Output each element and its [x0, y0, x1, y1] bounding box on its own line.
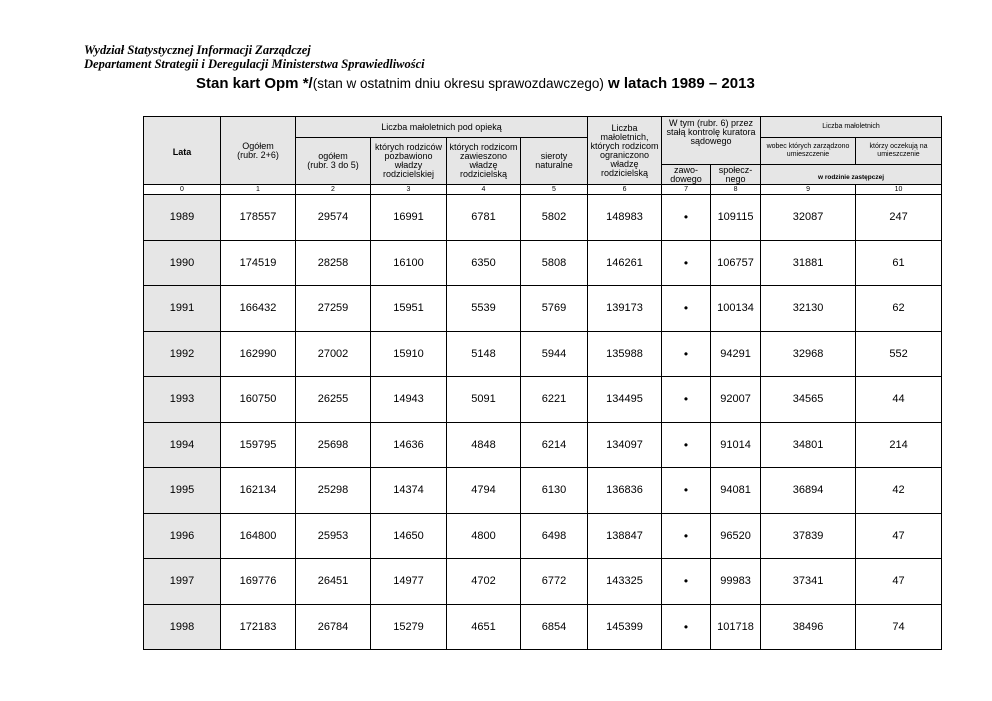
value-cell: 160750 — [221, 377, 296, 423]
value-cell: 6498 — [521, 513, 588, 559]
value-cell: 14977 — [371, 559, 447, 605]
header-oczekuja: którzy oczekują na umieszczenie — [856, 138, 942, 165]
table-row — [144, 240, 942, 286]
value-cell: 37341 — [761, 559, 856, 605]
year-cell: 1997 — [144, 559, 221, 605]
value-cell: 99983 — [711, 559, 761, 605]
value-cell: 15279 — [371, 604, 447, 650]
title-years: w latach 1989 – 2013 — [603, 75, 755, 92]
value-cell: 15951 — [371, 286, 447, 332]
title-normal: (stan w ostatnim dniu okresu sprawozdawczego) — [312, 76, 604, 91]
value-cell: 6130 — [521, 468, 588, 514]
value-cell: 6214 — [521, 422, 588, 468]
value-cell: 139173 — [588, 286, 662, 332]
value-cell: 25953 — [296, 513, 371, 559]
value-cell: 162134 — [221, 468, 296, 514]
table-row — [144, 604, 942, 650]
index-cell: 8 — [711, 185, 761, 195]
value-cell: 74 — [856, 604, 942, 650]
value-cell: 96520 — [711, 513, 761, 559]
year-cell: 1989 — [144, 195, 221, 241]
table-row — [144, 286, 942, 332]
value-cell: 14943 — [371, 377, 447, 423]
value-cell: 5539 — [447, 286, 521, 332]
value-cell: 61 — [856, 240, 942, 286]
value-cell: 5808 — [521, 240, 588, 286]
value-cell: 14636 — [371, 422, 447, 468]
year-cell: 1993 — [144, 377, 221, 423]
value-cell: 34565 — [761, 377, 856, 423]
value-cell: 109115 — [711, 195, 761, 241]
value-cell: 29574 — [296, 195, 371, 241]
value-cell: 159795 — [221, 422, 296, 468]
department-line-2: Departament Strategii i Deregulacji Ministerstwa Sprawiedliwości — [84, 57, 425, 71]
value-cell: • — [662, 513, 711, 559]
value-cell: 5802 — [521, 195, 588, 241]
value-cell: 31881 — [761, 240, 856, 286]
table-row — [144, 559, 942, 605]
value-cell: 25698 — [296, 422, 371, 468]
value-cell: 4848 — [447, 422, 521, 468]
value-cell: 16991 — [371, 195, 447, 241]
value-cell: 47 — [856, 559, 942, 605]
value-cell: 172183 — [221, 604, 296, 650]
value-cell: 134097 — [588, 422, 662, 468]
table-row — [144, 377, 942, 423]
value-cell: 37839 — [761, 513, 856, 559]
header-w-tym: W tym (rubr. 6) przez stałą kontrolę kuratora sądowego — [662, 117, 761, 165]
index-cell: 0 — [144, 185, 221, 195]
value-cell: 6781 — [447, 195, 521, 241]
value-cell: 143325 — [588, 559, 662, 605]
year-cell: 1991 — [144, 286, 221, 332]
value-cell: 94081 — [711, 468, 761, 514]
header-ogolem: Ogółem (rubr. 2+6) — [221, 117, 296, 185]
year-cell: 1992 — [144, 331, 221, 377]
value-cell: 25298 — [296, 468, 371, 514]
index-cell: 4 — [447, 185, 521, 195]
value-cell: 164800 — [221, 513, 296, 559]
value-cell: 36894 — [761, 468, 856, 514]
value-cell: 14650 — [371, 513, 447, 559]
header-zawodowego: zawo-dowego — [662, 165, 711, 185]
year-cell: 1996 — [144, 513, 221, 559]
index-cell: 7 — [662, 185, 711, 195]
header-pozbawiono: których rodziców pozbawiono władzy rodzicielskiej — [371, 138, 447, 185]
value-cell: 92007 — [711, 377, 761, 423]
value-cell: 6854 — [521, 604, 588, 650]
value-cell: 47 — [856, 513, 942, 559]
table-row — [144, 195, 942, 241]
table-row — [144, 331, 942, 377]
header-rodzinie: w rodzinie zastępczej — [761, 165, 942, 185]
value-cell: 32130 — [761, 286, 856, 332]
value-cell: 134495 — [588, 377, 662, 423]
year-cell: 1990 — [144, 240, 221, 286]
value-cell: 27002 — [296, 331, 371, 377]
value-cell: 32087 — [761, 195, 856, 241]
value-cell: 106757 — [711, 240, 761, 286]
value-cell: • — [662, 377, 711, 423]
value-cell: 6350 — [447, 240, 521, 286]
value-cell: 100134 — [711, 286, 761, 332]
value-cell: 5091 — [447, 377, 521, 423]
value-cell: 146261 — [588, 240, 662, 286]
value-cell: 101718 — [711, 604, 761, 650]
value-cell: 16100 — [371, 240, 447, 286]
value-cell: 174519 — [221, 240, 296, 286]
value-cell: 552 — [856, 331, 942, 377]
value-cell: • — [662, 286, 711, 332]
value-cell: 162990 — [221, 331, 296, 377]
value-cell: 214 — [856, 422, 942, 468]
value-cell: • — [662, 422, 711, 468]
value-cell: 178557 — [221, 195, 296, 241]
value-cell: 14374 — [371, 468, 447, 514]
value-cell: 62 — [856, 286, 942, 332]
table-row — [144, 513, 942, 559]
value-cell: 4702 — [447, 559, 521, 605]
value-cell: 26255 — [296, 377, 371, 423]
value-cell: • — [662, 240, 711, 286]
value-cell: 138847 — [588, 513, 662, 559]
value-cell: • — [662, 195, 711, 241]
department-line-1: Wydział Statystycznej Informacji Zarządczej — [84, 43, 311, 57]
index-cell: 10 — [856, 185, 942, 195]
value-cell: 145399 — [588, 604, 662, 650]
value-cell: 4794 — [447, 468, 521, 514]
index-cell: 3 — [371, 185, 447, 195]
index-cell: 2 — [296, 185, 371, 195]
value-cell: 28258 — [296, 240, 371, 286]
header-sieroty: sieroty naturalne — [521, 138, 588, 185]
value-cell: 4800 — [447, 513, 521, 559]
value-cell: • — [662, 604, 711, 650]
value-cell: 26784 — [296, 604, 371, 650]
value-cell: 38496 — [761, 604, 856, 650]
index-cell: 6 — [588, 185, 662, 195]
column-index-row — [144, 185, 942, 195]
header-wobec: wobec których zarządzono umieszczenie — [761, 138, 856, 165]
value-cell: • — [662, 331, 711, 377]
value-cell: 5769 — [521, 286, 588, 332]
value-cell: 27259 — [296, 286, 371, 332]
value-cell: 169776 — [221, 559, 296, 605]
value-cell: 42 — [856, 468, 942, 514]
page-title — [196, 75, 755, 93]
header-group-maloletnich: Liczba małoletnich — [761, 117, 942, 138]
value-cell: • — [662, 559, 711, 605]
table-row — [144, 468, 942, 514]
value-cell: • — [662, 468, 711, 514]
value-cell: 247 — [856, 195, 942, 241]
value-cell: 15910 — [371, 331, 447, 377]
year-cell: 1995 — [144, 468, 221, 514]
value-cell: 44 — [856, 377, 942, 423]
header-opieka-ogolem: ogółem (rubr. 3 do 5) — [296, 138, 371, 185]
value-cell: 91014 — [711, 422, 761, 468]
value-cell: 94291 — [711, 331, 761, 377]
index-cell: 1 — [221, 185, 296, 195]
header-zawieszono: których rodzicom zawieszono władzę rodzicielską — [447, 138, 521, 185]
index-cell: 5 — [521, 185, 588, 195]
value-cell: 4651 — [447, 604, 521, 650]
value-cell: 6221 — [521, 377, 588, 423]
header-lata: Lata — [144, 117, 221, 185]
value-cell: 136836 — [588, 468, 662, 514]
year-cell: 1998 — [144, 604, 221, 650]
value-cell: 34801 — [761, 422, 856, 468]
header-ograniczono: Liczba małoletnich, których rodzicom ograniczono władzę rodzicielską — [588, 117, 662, 185]
statistics-table — [143, 116, 942, 650]
value-cell: 135988 — [588, 331, 662, 377]
value-cell: 26451 — [296, 559, 371, 605]
header-spolecznego: społecz-nego — [711, 165, 761, 185]
header-group-opieka: Liczba małoletnich pod opieką — [296, 117, 588, 138]
value-cell: 5944 — [521, 331, 588, 377]
value-cell: 32968 — [761, 331, 856, 377]
value-cell: 5148 — [447, 331, 521, 377]
year-cell: 1994 — [144, 422, 221, 468]
title-bold: Stan kart Opm */ — [196, 75, 313, 92]
value-cell: 148983 — [588, 195, 662, 241]
table-body — [144, 195, 942, 650]
table-row — [144, 422, 942, 468]
value-cell: 6772 — [521, 559, 588, 605]
index-cell: 9 — [761, 185, 856, 195]
value-cell: 166432 — [221, 286, 296, 332]
